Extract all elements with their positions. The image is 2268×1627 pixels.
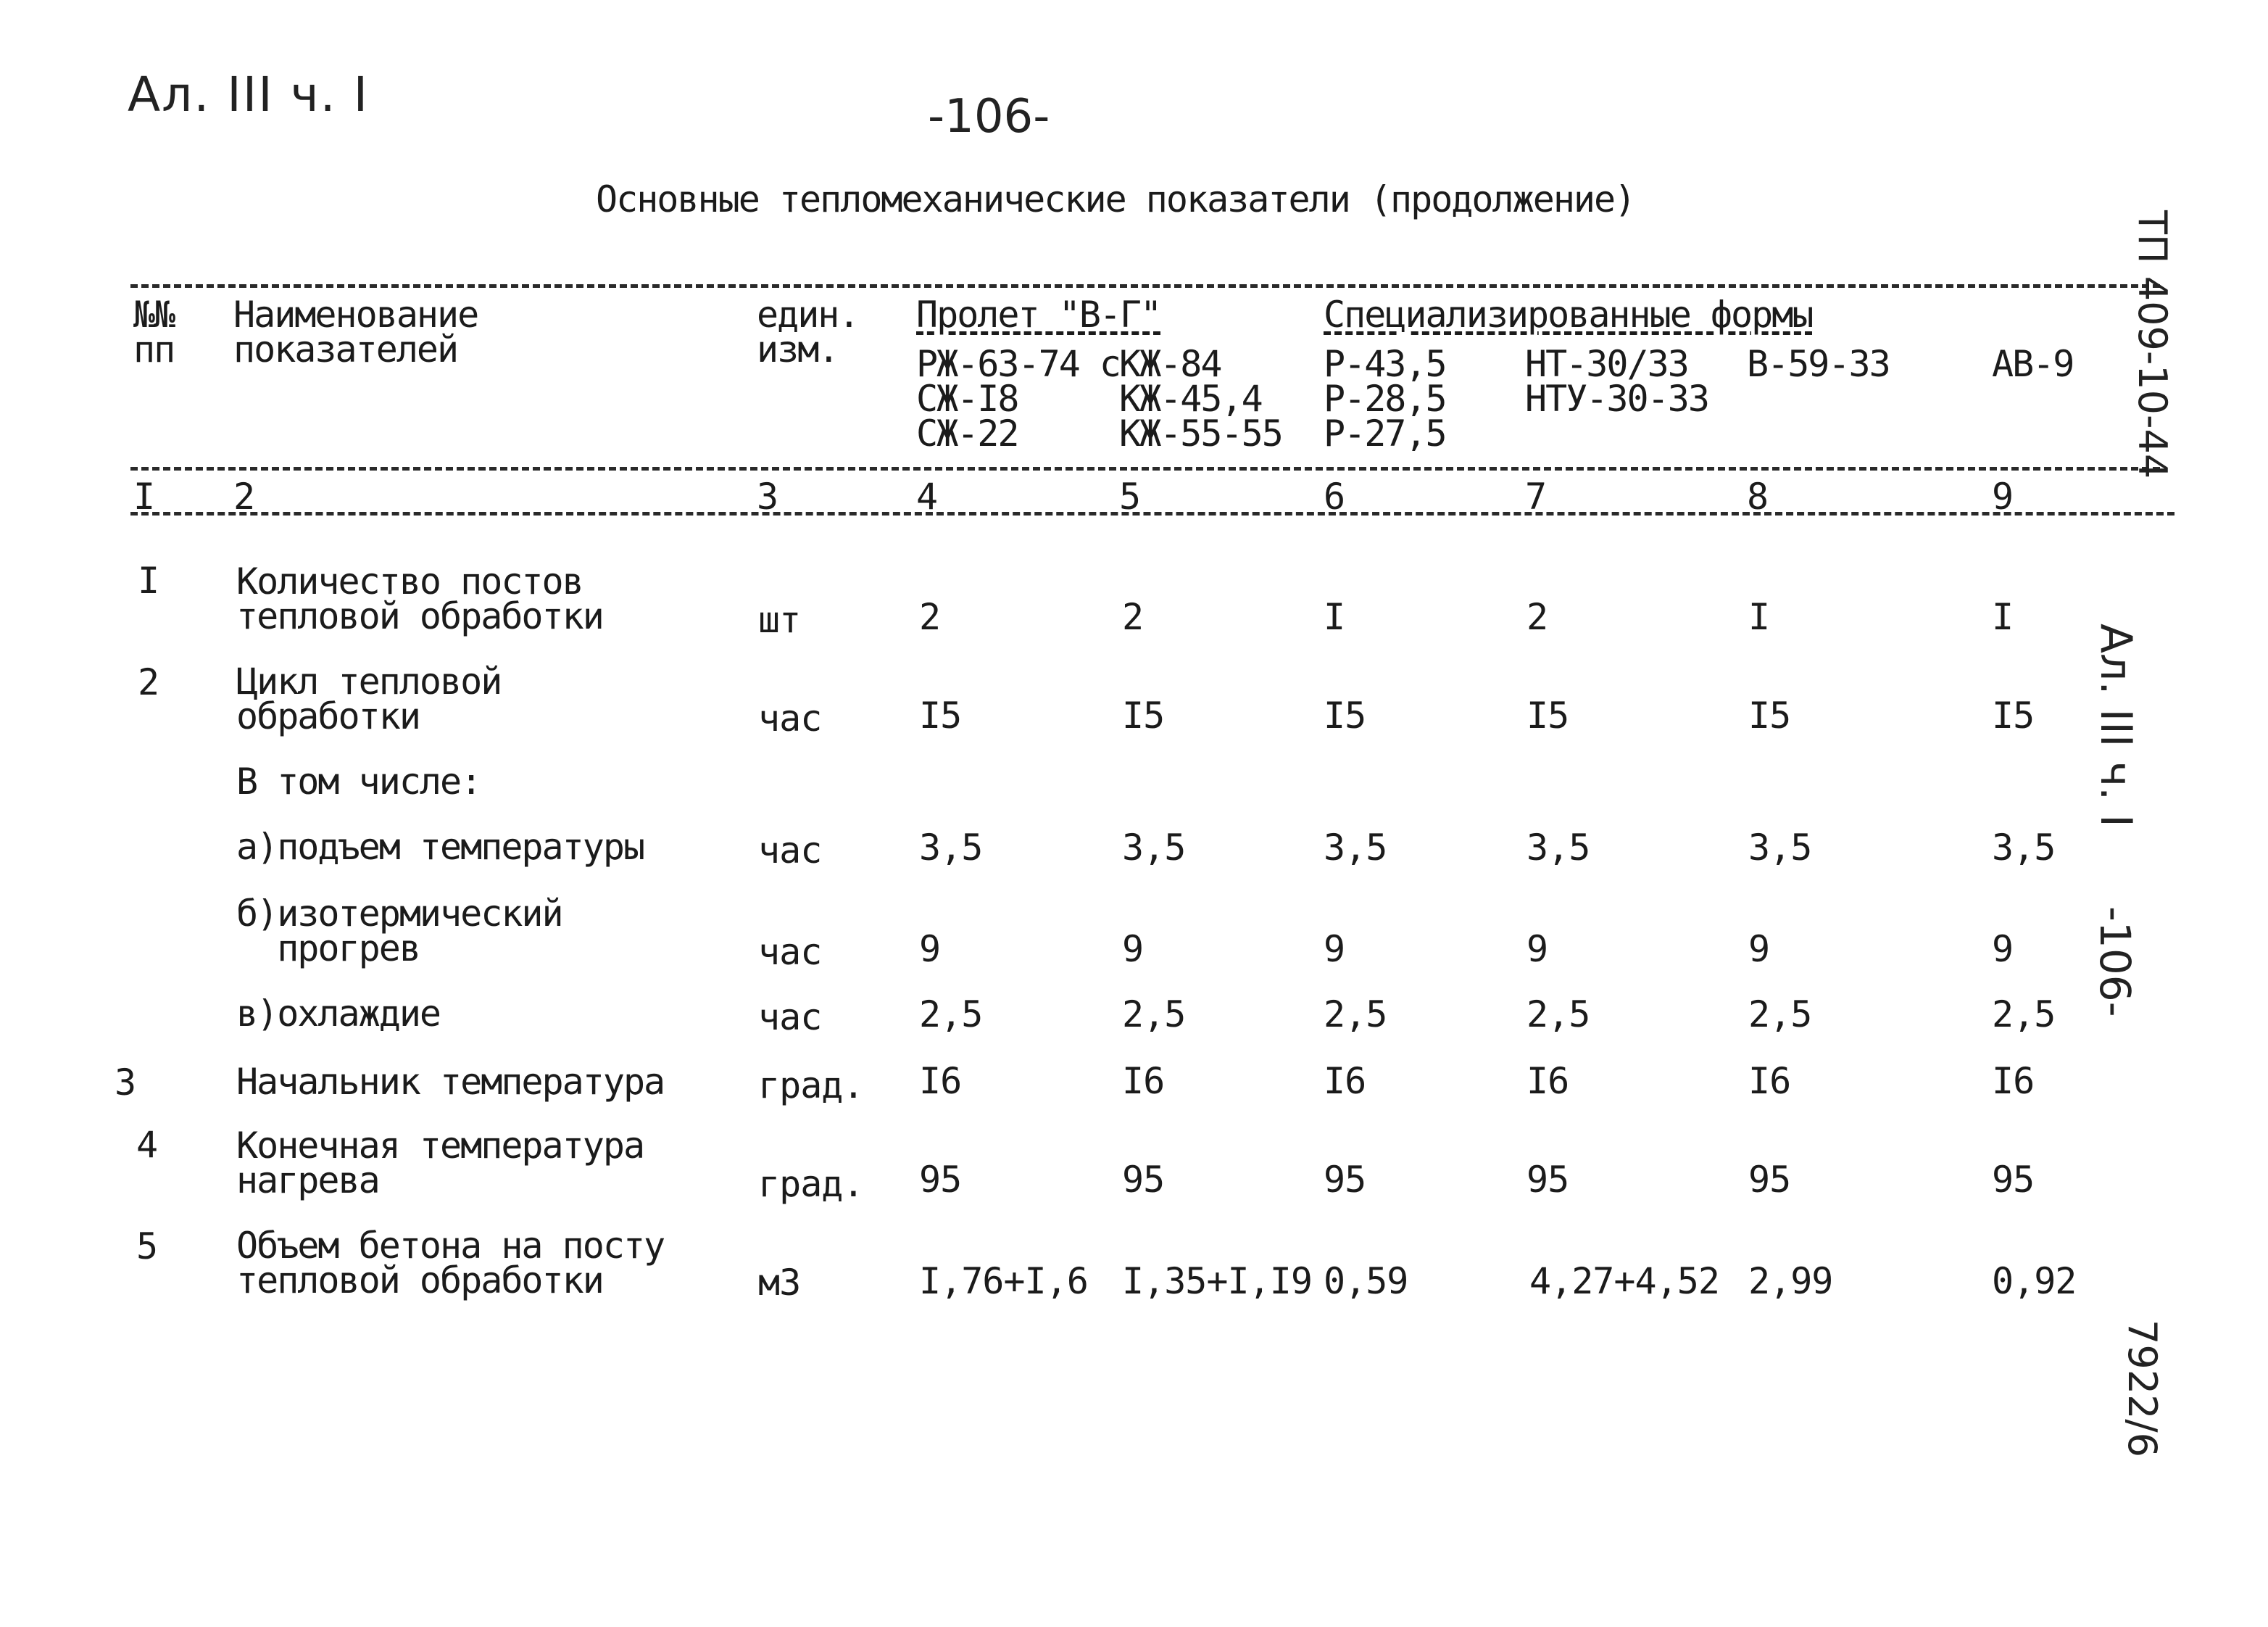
cell-col7: I6 bbox=[1526, 1060, 1569, 1102]
cell-col8: I bbox=[1748, 596, 1770, 638]
cell-col7: 3,5 bbox=[1526, 827, 1590, 869]
header-col7-line1: НТ-30/33 bbox=[1525, 343, 1688, 385]
row-unit: час bbox=[758, 697, 822, 740]
cell-col6: 95 bbox=[1324, 1159, 1366, 1201]
cell-col4: 2,5 bbox=[919, 993, 983, 1035]
cell-col9: 2,5 bbox=[1992, 993, 2056, 1035]
row-unit: м3 bbox=[758, 1262, 801, 1304]
side-stamp-album: Ал. III ч. I bbox=[2090, 624, 2141, 827]
cell-col9: 3,5 bbox=[1992, 827, 2056, 869]
header-num-line1: №№ bbox=[133, 294, 175, 336]
header-num-line2: пп bbox=[133, 328, 175, 370]
cell-col4: I6 bbox=[919, 1060, 962, 1102]
cell-col9: 0,92 bbox=[1992, 1260, 2077, 1302]
cell-col4: 3,5 bbox=[919, 827, 983, 869]
row-name-line1: Конечная температура bbox=[236, 1125, 644, 1167]
header-col6-line1: Р-43,5 bbox=[1324, 343, 1446, 385]
cell-col9: I bbox=[1992, 596, 2014, 638]
row-num: I bbox=[138, 560, 159, 602]
row-name-line1: Начальник температура bbox=[236, 1061, 665, 1103]
row-unit: град. bbox=[758, 1064, 864, 1106]
header-col7-line2: НТУ-30-33 bbox=[1525, 378, 1708, 420]
colnum-1: I bbox=[133, 476, 155, 518]
colnum-2: 2 bbox=[233, 476, 255, 518]
row-unit: час bbox=[758, 829, 822, 872]
cell-col5: I,35+I,I9 bbox=[1122, 1260, 1312, 1302]
header-col6-line3: Р-27,5 bbox=[1324, 413, 1446, 455]
row-name-line1: Количество постов bbox=[236, 560, 583, 603]
header-col5-line1: КЖ-84 bbox=[1119, 343, 1221, 385]
rule-top bbox=[130, 284, 2160, 288]
cell-col8: 3,5 bbox=[1748, 827, 1812, 869]
cell-col9: I6 bbox=[1992, 1060, 2035, 1102]
side-stamp-inventory-number: 7922/6 bbox=[2119, 1320, 2165, 1457]
cell-col7: 2 bbox=[1526, 596, 1548, 638]
cell-col7: 9 bbox=[1526, 928, 1548, 970]
colnum-8: 8 bbox=[1747, 476, 1769, 518]
row-name-line2: прогрев bbox=[236, 927, 420, 969]
cell-col5: 9 bbox=[1122, 928, 1144, 970]
row-name-line2: нагрева bbox=[236, 1159, 379, 1201]
cell-col4: 95 bbox=[919, 1159, 962, 1201]
cell-col5: 2 bbox=[1122, 596, 1144, 638]
colnum-3: 3 bbox=[757, 476, 778, 518]
cell-col4: I,76+I,6 bbox=[919, 1260, 1088, 1302]
row-name-line1: б)изотермический bbox=[236, 893, 562, 935]
row-unit: град. bbox=[758, 1163, 864, 1205]
cell-col6: I5 bbox=[1324, 695, 1366, 737]
cell-col6: I bbox=[1324, 596, 1345, 638]
cell-col7: I5 bbox=[1526, 695, 1569, 737]
cell-col4: 2 bbox=[919, 596, 941, 638]
cell-col4: I5 bbox=[919, 695, 962, 737]
header-group-special-forms: Специализированные формы bbox=[1324, 294, 1813, 336]
row-name-line1: В том числе: bbox=[236, 761, 481, 803]
row-num: 5 bbox=[136, 1225, 158, 1267]
page-number: -106- bbox=[928, 90, 1050, 144]
cell-col4: 9 bbox=[919, 928, 941, 970]
colnum-5: 5 bbox=[1119, 476, 1141, 518]
cell-col5: I5 bbox=[1122, 695, 1165, 737]
cell-col6: 0,59 bbox=[1324, 1260, 1408, 1302]
cell-col7: 2,5 bbox=[1526, 993, 1590, 1035]
header-col5-line3: КЖ-55-55 bbox=[1119, 413, 1282, 455]
colnum-7: 7 bbox=[1525, 476, 1547, 518]
header-group-span: Пролет "В-Г" bbox=[916, 294, 1161, 336]
cell-col7: 4,27+4,52 bbox=[1529, 1260, 1719, 1302]
cell-col5: 95 bbox=[1122, 1159, 1165, 1201]
colnum-6: 6 bbox=[1324, 476, 1345, 518]
rule-header-bottom bbox=[130, 467, 2160, 471]
row-num: 4 bbox=[136, 1124, 158, 1166]
cell-col5: 2,5 bbox=[1122, 993, 1186, 1035]
row-name-line2: обработки bbox=[236, 695, 420, 737]
row-name-line2: тепловой обработки bbox=[236, 595, 603, 637]
row-num: 2 bbox=[138, 661, 159, 703]
header-col4-line2: СЖ-I8 bbox=[916, 378, 1018, 420]
rule-colnum-bottom bbox=[130, 512, 2174, 516]
corner-album-label: Ал. III ч. I bbox=[128, 67, 370, 123]
cell-col8: 95 bbox=[1748, 1159, 1791, 1201]
header-col4-line3: СЖ-22 bbox=[916, 413, 1018, 455]
side-stamp-page: -106- bbox=[2090, 906, 2140, 1017]
cell-col8: I6 bbox=[1748, 1060, 1791, 1102]
colnum-4: 4 bbox=[916, 476, 938, 518]
cell-col9: 9 bbox=[1992, 928, 2014, 970]
row-name-line2: тепловой обработки bbox=[236, 1259, 603, 1301]
colnum-9: 9 bbox=[1992, 476, 2014, 518]
header-col5-line2: КЖ-45,4 bbox=[1119, 378, 1262, 420]
cell-col8: 2,99 bbox=[1748, 1260, 1833, 1302]
header-col4-line1: РЖ-63-74 с bbox=[916, 343, 1121, 385]
cell-col6: 2,5 bbox=[1324, 993, 1387, 1035]
cell-col6: 9 bbox=[1324, 928, 1345, 970]
header-name-line1: Наименование bbox=[233, 294, 478, 336]
cell-col7: 95 bbox=[1526, 1159, 1569, 1201]
header-col6-line2: Р-28,5 bbox=[1324, 378, 1446, 420]
row-unit: час bbox=[758, 931, 822, 973]
cell-col9: I5 bbox=[1992, 695, 2035, 737]
header-unit-line1: един. bbox=[757, 294, 859, 336]
header-col9-line1: АВ-9 bbox=[1992, 343, 2074, 385]
header-col8-line1: В-59-33 bbox=[1747, 343, 1890, 385]
header-name-line2: показателей bbox=[233, 328, 458, 370]
cell-col5: 3,5 bbox=[1122, 827, 1186, 869]
page-title: Основные тепломеханические показатели (продолжение) bbox=[596, 178, 1635, 220]
cell-col6: I6 bbox=[1324, 1060, 1366, 1102]
row-name-line1: в)охлаждие bbox=[236, 993, 441, 1035]
row-name-line1: а)подъем температуры bbox=[236, 826, 644, 868]
cell-col8: 9 bbox=[1748, 928, 1770, 970]
cell-col5: I6 bbox=[1122, 1060, 1165, 1102]
cell-col8: I5 bbox=[1748, 695, 1791, 737]
row-unit: час bbox=[758, 996, 822, 1038]
row-name-line1: Цикл тепловой bbox=[236, 661, 502, 703]
cell-col8: 2,5 bbox=[1748, 993, 1812, 1035]
cell-col6: 3,5 bbox=[1324, 827, 1387, 869]
header-unit-line2: изм. bbox=[757, 328, 839, 370]
cell-col9: 95 bbox=[1992, 1159, 2035, 1201]
side-stamp-project-code: ТП 409-10-44 bbox=[2130, 210, 2175, 479]
row-num: 3 bbox=[115, 1061, 136, 1104]
row-name-line1: Объем бетона на посту bbox=[236, 1225, 665, 1267]
row-unit: шт bbox=[758, 599, 801, 641]
